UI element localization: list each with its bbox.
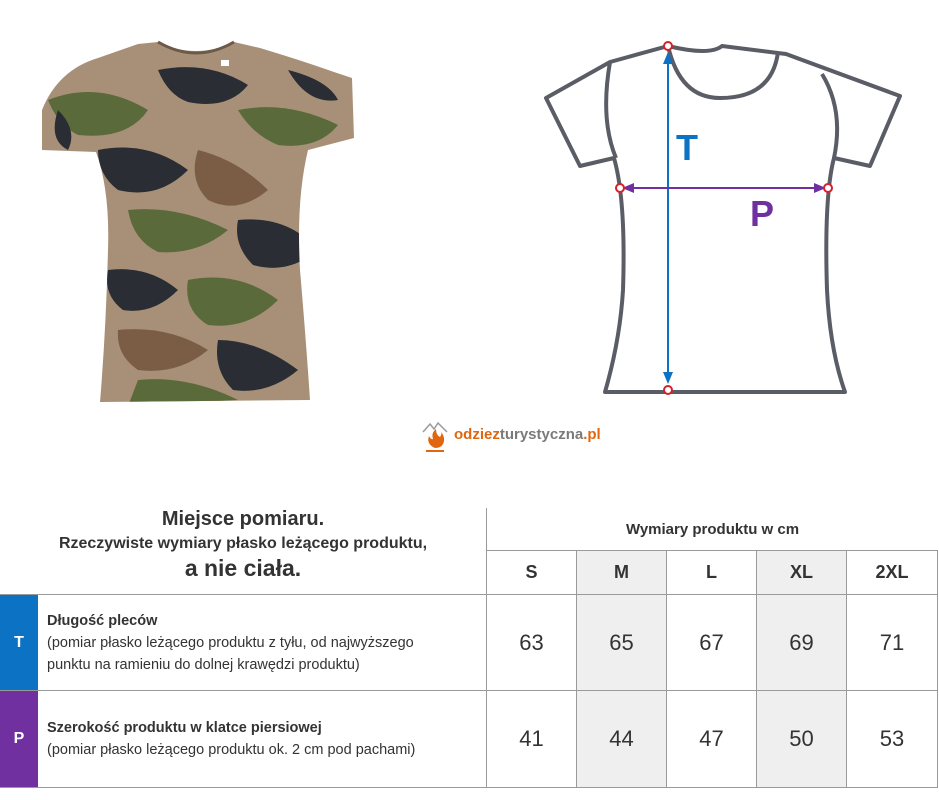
dims-header: Wymiary produktu w cm	[625, 520, 800, 538]
row-t-value-s: 63	[519, 629, 544, 655]
row-t-description	[47, 610, 482, 676]
brand-part-2: turystyczna	[499, 426, 584, 443]
row-t-name: Długość pleców	[47, 613, 158, 629]
size-header-xl: XL	[789, 562, 813, 582]
flame-mountain-icon	[420, 420, 450, 454]
diagram-p-label: P	[750, 193, 775, 234]
row-t-value-m: 65	[609, 629, 634, 655]
row-t-value-l: 67	[699, 629, 724, 655]
title-line-1: Miejsce pomiaru.	[161, 508, 325, 530]
row-t-desc-1: (pomiar płasko leżącego produktu z tyłu, od najwyższego	[47, 635, 414, 651]
row-p-desc-1: (pomiar płasko leżącego produktu ok. 2 cm pod pachami)	[47, 742, 416, 758]
brand-logo	[420, 420, 660, 454]
row-p-value-m: 44	[609, 726, 634, 751]
row-p-value-xl: 50	[789, 726, 814, 751]
row-p-description	[47, 717, 482, 761]
row-p-value-2xl: 53	[879, 726, 905, 751]
row-p-value-s: 41	[519, 726, 544, 751]
size-header-s: S	[525, 562, 538, 582]
row-badge-t: T	[0, 595, 38, 690]
measurement-diagram	[540, 40, 910, 400]
diagram-t-label: T	[676, 127, 698, 168]
row-t-desc-2: punktu na ramieniu do dolnej krawędzi produktu)	[47, 657, 360, 673]
brand-part-3: .pl	[583, 426, 601, 443]
measurement-title	[0, 508, 486, 582]
row-p-value-l: 47	[699, 726, 724, 751]
camo-tshirt-image	[38, 40, 356, 406]
row-t-value-xl: 69	[789, 629, 814, 655]
title-line-2: Rzeczywiste wymiary płasko leżącego produktu,	[58, 535, 428, 552]
size-header-l: L	[706, 562, 717, 582]
row-p-name: Szerokość produktu w klatce piersiowej	[47, 720, 322, 736]
brand-name	[454, 426, 601, 443]
title-line-3: a nie ciała.	[184, 555, 302, 581]
brand-part-1: odziez	[454, 426, 500, 443]
size-header-m: M	[614, 562, 629, 582]
row-t-value-2xl: 71	[879, 629, 905, 655]
row-badge-p: P	[0, 691, 38, 787]
size-header-2xl: 2XL	[875, 562, 909, 582]
